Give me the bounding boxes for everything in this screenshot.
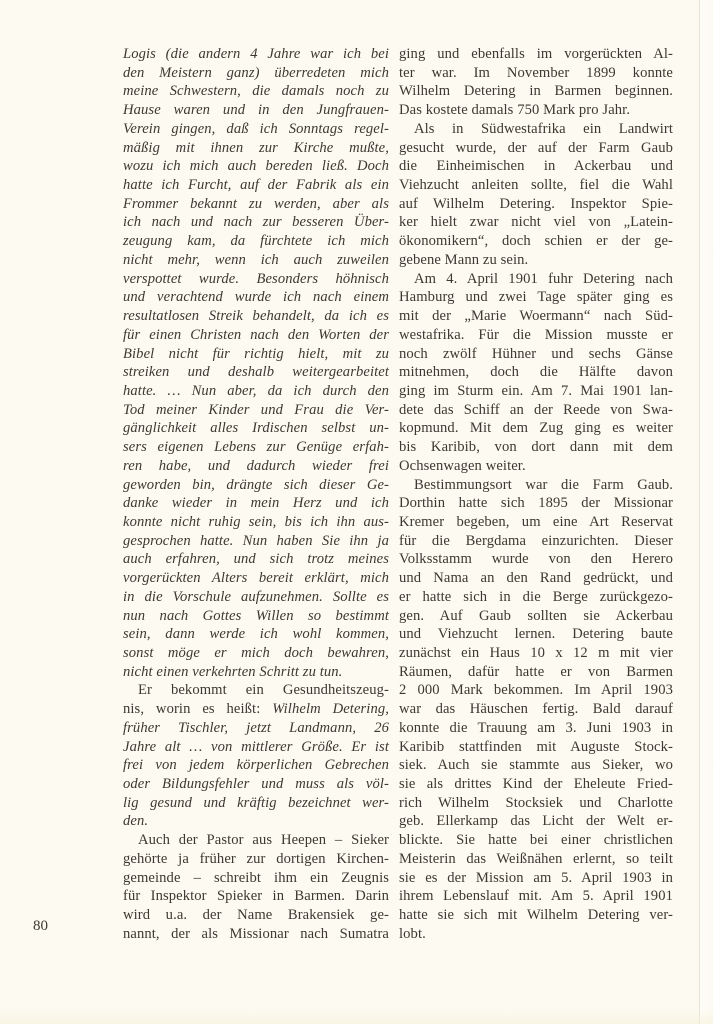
text-line: kopmund. Mit dem Zug ging es weiter	[399, 420, 673, 437]
text-line: Wilhelm Detering in Barmen beginnen.	[399, 83, 673, 100]
text-line: und verachtend wurde ich nach einem	[123, 289, 389, 306]
text-line: gesprochen hatte. Nun haben Sie ihn ja	[123, 532, 389, 549]
text-line: Verein gingen, daß ich Sonntags regel-	[123, 120, 389, 137]
text-line: gänglichkeit alles Irdischen selbst un-	[123, 420, 389, 437]
text-line: westafrika. Für die Mission musste er	[399, 326, 673, 343]
text-line: Viehzucht anleiten sollte, fiel die Wahl	[399, 177, 673, 194]
text-line: und Viehzucht lernen. Detering baute	[399, 626, 673, 643]
text-line: gesucht wurde, der auf der Farm Gaub	[399, 139, 673, 156]
text-line: Bestimmungsort war die Farm Gaub.	[414, 476, 673, 493]
text-line: nannt, der als Missionar nach Sumatra	[123, 925, 389, 942]
text-line: Volksstamm wurde von den Herero	[399, 551, 673, 568]
text-line: nis, worin es heißt: Wilhelm Detering,	[123, 701, 390, 718]
text-line: Am 4. April 1901 fuhr Detering nach	[414, 270, 673, 287]
text-line: sein, dann werde ich wohl kommen,	[123, 626, 389, 643]
text-line: er hatte sich in die Berge zurückgezo-	[399, 588, 673, 605]
page-bottom-shadow	[0, 1008, 713, 1024]
text-line: Kremer begeben, um eine Art Reservat	[399, 513, 673, 530]
text-line: blickte. Sie hatte bei einer christlichen	[399, 832, 673, 849]
text-line: noch zwölf Hühner und sechs Gänse	[399, 345, 673, 362]
text-line: gehörte ja früher zur dortigen Kirchen-	[123, 850, 389, 867]
text-line: sers eigenen Lebens zur Genüge erfah-	[123, 439, 389, 456]
text-line: wozu ich mich auch bereden ließ. Doch	[123, 158, 389, 175]
text-line: Jahre alt … von mittlerer Größe. Er ist	[123, 738, 389, 755]
text-line: verspottet wurde. Besonders höhnisch	[123, 270, 389, 287]
text-line: frei von jedem körperlichen Gebrechen	[123, 757, 389, 774]
text-line: und Nama an den Rand gedrückt, und	[399, 570, 673, 587]
text-line: zunächst ein Haus 10 x 12 m mit vier	[399, 645, 673, 661]
text-line: gemeinde – schreibt ihm ein Zeugnis	[123, 869, 389, 886]
text-line: ökonomikern“, doch schien er der ge-	[399, 233, 673, 250]
text-line: geb. Ellerkamp das Licht der Welt er-	[399, 813, 673, 830]
text-line: Hause waren und in den Jungfrauen-	[123, 102, 389, 119]
text-line: Tod meiner Kinder und Frau die Ver-	[123, 401, 389, 418]
text-line: den.	[123, 813, 149, 830]
text-line: zeugung kam, da fürchtete ich mich	[123, 233, 389, 250]
text-line: ging und ebenfalls im vorgerückten Al-	[399, 46, 673, 62]
text-line: nicht mehr, wenn ich auch zuweilen	[123, 251, 389, 268]
text-line: vorgerückten Alters bereit erklärt, mich	[123, 570, 389, 587]
text-line: ihrem Lebenslauf mit. Am 5. April 1901	[399, 888, 673, 905]
text-line: konnte die Trauung am 3. Juni 1903 in	[399, 719, 673, 736]
text-line: hatte sie sich mit Wilhelm Detering ver-	[399, 907, 673, 924]
text-line: streiken und deshalb weitergearbeitet	[123, 364, 389, 381]
text-line: Dorthin hatte sich 1895 der Missionar	[399, 495, 673, 512]
text-line: ging im Sturm ein. Am 7. Mai 1901 lan-	[399, 382, 673, 399]
text-line: ter war. Im November 1899 konnte	[399, 64, 673, 81]
text-line: früher Tischler, jetzt Landmann, 26	[123, 719, 389, 736]
text-line: gen. Auf Gaub sollten sie Ackerbau	[399, 607, 673, 624]
text-column-left	[123, 45, 389, 944]
text-line: Hamburg und zwei Tage später ging es	[399, 289, 673, 306]
text-line: Logis (die andern 4 Jahre war ich bei	[123, 46, 389, 62]
text-line: 2 000 Mark bekommen. Im April 1903	[399, 682, 673, 699]
text-line: Als in Südwestafrika ein Landwirt	[414, 120, 673, 137]
text-line: Räumen, dafür hatte er von Barmen	[399, 663, 673, 680]
text-line: auf Wilhelm Detering. Inspektor Spie-	[399, 195, 673, 212]
text-line: Bibel nicht für richtig hielt, mit zu	[123, 345, 389, 362]
text-line: hatte ich Furcht, auf der Fabrik als ein	[123, 177, 389, 194]
text-line: sie als drittes Kind der Eheleute Fried-	[399, 776, 673, 793]
text-line: bis Karibib, von dort dann mit dem	[399, 439, 673, 456]
text-line: in die Vorschule aufzunehmen. Sollte es	[123, 588, 389, 605]
text-line: ich nach und nach zur besseren Über-	[123, 214, 389, 231]
text-line: gebene Mann zu sein.	[399, 251, 529, 268]
text-line: Auch der Pastor aus Heepen – Sieker	[138, 832, 389, 849]
text-line: Frommer bekannt zu werden, aber als	[123, 195, 389, 212]
text-line: siek. Auch sie stammte aus Sieker, wo	[399, 757, 673, 774]
text-line: mitnehmen, doch die Hälfte davon	[399, 364, 673, 381]
text-line: den Meistern ganz) überredeten mich	[123, 64, 389, 81]
text-line: meine Schwestern, die damals noch zu	[123, 83, 389, 100]
text-line: Karibib stattfinden mit Auguste Stock-	[399, 738, 673, 755]
text-column-right	[399, 45, 673, 944]
text-line: rich Wilhelm Stocksiek und Charlotte	[399, 794, 673, 811]
text-line: nicht einen verkehrten Schritt zu tun.	[123, 663, 343, 680]
text-line: die Einheimischen in Ackerbau und	[399, 158, 673, 175]
text-line: dete das Schiff an der Reede von Swa-	[399, 401, 673, 418]
text-line: ker hielt zwar nicht viel von „Latein-	[399, 214, 673, 231]
text-line: wird u.a. der Name Brakensiek ge-	[123, 907, 389, 924]
text-line: konnte nicht ruhig sein, bis ich ihn aus-	[123, 513, 389, 530]
text-line: Meisterin das Weißnähen erlernt, so teilt	[399, 850, 673, 867]
text-line: Das kostete damals 750 Mark pro Jahr.	[399, 102, 631, 119]
text-line: Er bekommt ein Gesundheitszeug-	[138, 682, 389, 699]
text-line: hatte. … Nun aber, da ich durch den	[123, 382, 389, 399]
text-line: für Inspektor Spieker in Barmen. Darin	[123, 888, 389, 905]
text-line: war das Häuschen fertig. Bald darauf	[399, 701, 673, 718]
text-line: Ochsenwagen weiter.	[399, 457, 526, 474]
text-line: für die Bergdama einzurichten. Dieser	[399, 532, 673, 549]
text-line: resultatlosen Streik behandelt, da ich es	[123, 308, 389, 325]
page-edge-shadow	[699, 0, 713, 1024]
text-line: sonst möge er mich doch bewahren,	[123, 645, 389, 661]
text-line: nun nach Gottes Willen so bestimmt	[123, 607, 389, 624]
text-line: ren habe, und dadurch wieder frei	[123, 457, 389, 474]
text-line: oder Bildungsfehler und muss als völ-	[123, 776, 389, 793]
text-line: mäßig mit ihnen zur Kirche mußte,	[123, 139, 389, 156]
text-line: geworden bin, drängte sich dieser Ge-	[123, 476, 389, 493]
page-number: 80	[33, 918, 48, 934]
text-line: danke wieder in mein Herz und ich	[123, 495, 389, 512]
text-line: lig gesund und kräftig bezeichnet wer-	[123, 794, 389, 811]
text-line: mit der „Marie Woermann“ nach Süd-	[399, 308, 673, 325]
text-line: für einen Christen nach den Worten der	[123, 326, 389, 343]
text-line: auch erfahren, und sich trotz meines	[123, 551, 389, 568]
text-line: lobt.	[399, 925, 426, 942]
text-line: sie es der Mission am 5. April 1903 in	[399, 869, 673, 886]
